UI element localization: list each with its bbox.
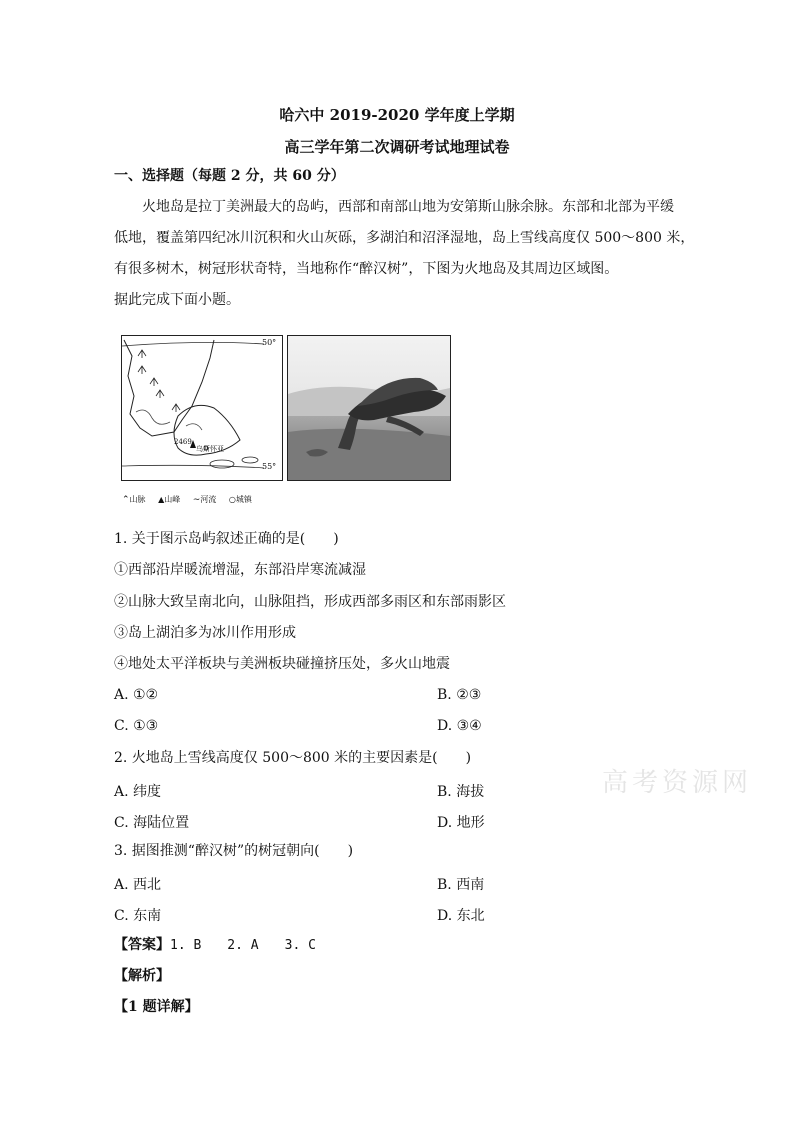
small-island [210, 460, 234, 468]
legend-mountain: ⌃山脉 [122, 495, 146, 505]
question-2-option-a[interactable]: A. 纬度 [114, 784, 162, 800]
question-3-option-a[interactable]: A. 西北 [114, 877, 162, 893]
question-2-option-b[interactable]: B. 海拔 [437, 784, 485, 800]
mountain-icon [172, 404, 180, 412]
city-icon: ○ [228, 495, 236, 504]
map-legend [122, 487, 252, 505]
answer-label: 【答案】 [114, 937, 170, 953]
drunken-tree-photo [287, 335, 451, 481]
peak-label: 2469 [174, 438, 192, 446]
small-island [242, 457, 258, 463]
question-1-statement-1: ①西部沿岸暖流增湿，东部沿岸寒流减湿 [114, 562, 366, 578]
answer-values: 1. B 2. A 3. C [170, 938, 316, 953]
mountain-icon [150, 378, 158, 386]
river-icon: ∼ [192, 495, 201, 505]
latitude-line-55 [122, 465, 264, 468]
question-3-option-b[interactable]: B. 西南 [437, 877, 485, 893]
lat-label-top: 50° [262, 338, 277, 347]
question-1-option-a[interactable]: A. ①② [114, 687, 159, 703]
mountain-icon [138, 366, 146, 374]
question-1-statement-4: ④地处太平洋板块与美洲板块碰撞挤压处，多火山地震 [114, 656, 450, 672]
photo-drawing [288, 336, 450, 480]
question-2-stem: 2. 火地岛上雪线高度仅 500～800 米的主要因素是( ) [114, 750, 472, 766]
peak-icon: ▲ [158, 495, 165, 504]
section-heading: 一、选择题（每题 2 分，共 60 分） [114, 168, 345, 184]
question-1-option-b[interactable]: B. ②③ [437, 687, 482, 703]
legend-river: ∼河流 [192, 495, 217, 505]
question-3-stem: 3. 据图推测“醉汉树”的树冠朝向( ) [114, 843, 354, 859]
watermark: 高考资源网 [602, 768, 753, 798]
river [136, 410, 170, 424]
passage-line-3: 有很多树木，树冠形状奇特，当地称作“醉汉树”，下图为火地岛及其周边区域图。 [114, 261, 619, 277]
question-2-option-c[interactable]: C. 海陆位置 [114, 815, 190, 831]
legend-city: ○城镇 [228, 495, 252, 504]
passage-line-1: 火地岛是拉丁美洲最大的岛屿，西部和南部山地为安第斯山脉余脉。东部和北部为平缓 [142, 199, 674, 215]
question-1-stem: 1. 关于图示岛屿叙述正确的是( ) [114, 531, 339, 547]
question-1-statement-3: ③岛上湖泊多为冰川作用形成 [114, 625, 296, 641]
mountain-icon [156, 390, 164, 398]
question-1-option-d[interactable]: D. ③④ [437, 718, 482, 734]
legend-peak: ▲山峰 [158, 495, 181, 504]
latitude-line-50 [122, 342, 264, 346]
school-title: 哈六中 2019-2020 学年度上学期 [279, 106, 515, 124]
mainland-coastline [124, 340, 214, 436]
map-drawing [122, 336, 282, 480]
question-2-option-d[interactable]: D. 地形 [437, 815, 485, 831]
tierra-del-fuego-map [121, 335, 283, 481]
passage-line-4: 据此完成下面小题。 [114, 292, 240, 308]
question-3-option-c[interactable]: C. 东南 [114, 908, 162, 924]
mountain-icon: ⌃ [122, 495, 130, 505]
passage-line-2: 低地，覆盖第四纪冰川沉积和火山灰砾，多湖泊和沼泽湿地，岛上雪线高度仅 500～800 米， [114, 230, 695, 246]
mountain-icon [138, 350, 146, 358]
river [186, 424, 202, 430]
question-3-option-d[interactable]: D. 东北 [437, 908, 485, 924]
detail-label: 【1 题详解】 [114, 999, 199, 1015]
exam-title: 高三学年第二次调研考试地理试卷 [284, 138, 510, 156]
lat-label-bottom: 55° [262, 462, 277, 471]
city-label: 乌斯怀亚 [196, 445, 224, 453]
question-1-statement-2: ②山脉大致呈南北向，山脉阻挡，形成西部多雨区和东部雨影区 [114, 594, 506, 610]
question-1-option-c[interactable]: C. ①③ [114, 718, 159, 734]
answer-line [114, 937, 316, 954]
analysis-label: 【解析】 [114, 968, 170, 984]
